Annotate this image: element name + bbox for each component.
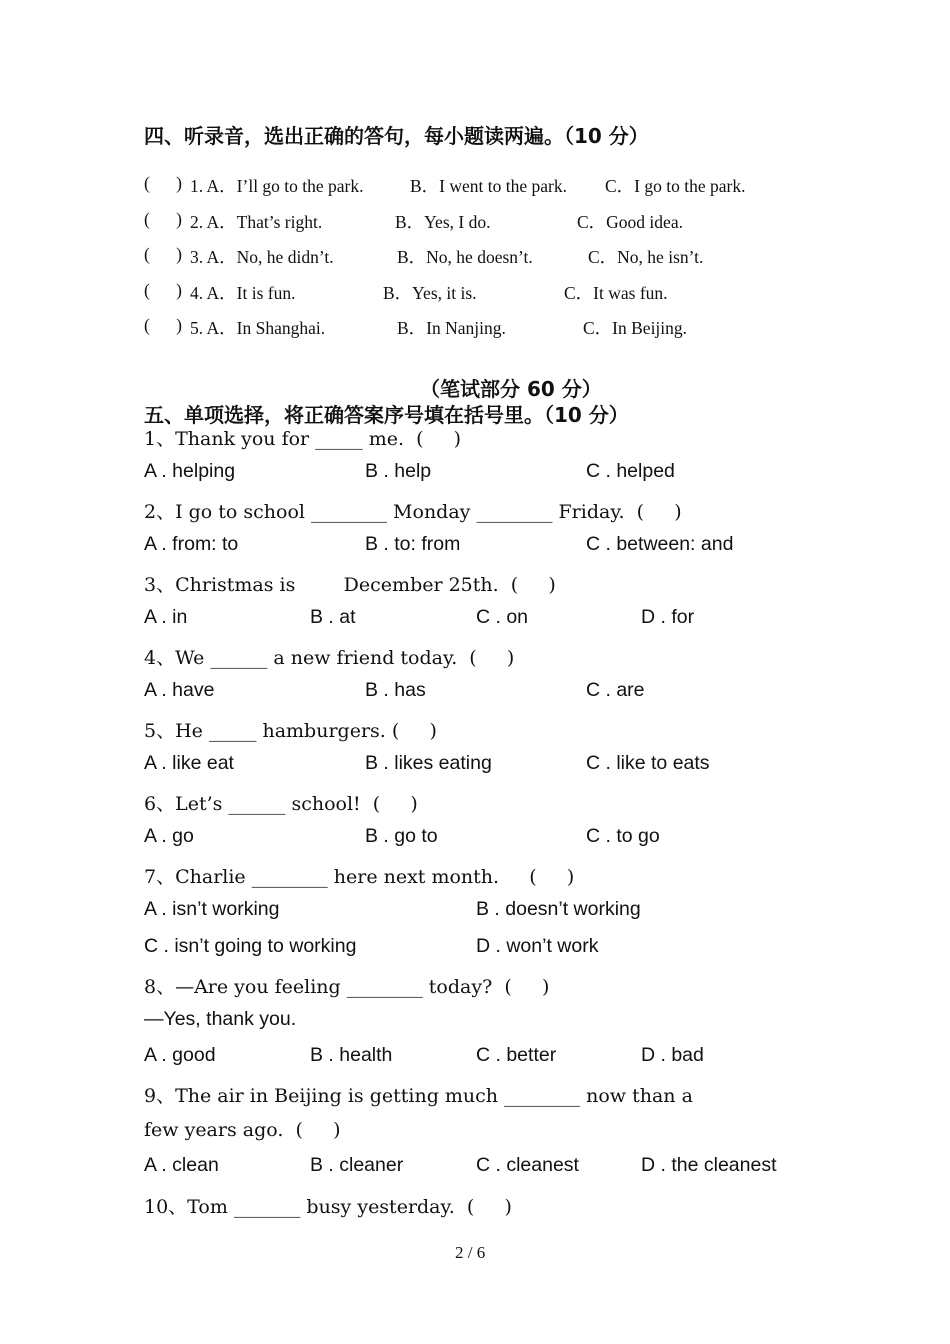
option-b: B．Yes, it is. <box>383 283 477 303</box>
option-b: B．In Nanjing. <box>397 318 506 338</box>
option-a: 3. A．No, he didn’t. <box>190 247 334 267</box>
question-stem: 10、Tom _______ busy yesterday. ( ) <box>144 1196 512 1218</box>
page-number: 2 / 6 <box>455 1243 486 1262</box>
option-c: C．In Beijing. <box>583 318 688 338</box>
answer-paren: ( ) <box>144 244 182 264</box>
choice-option: C . are <box>586 679 645 701</box>
option-a: 2. A．That’s right. <box>190 212 323 232</box>
question-stem: 6、Let’s ______ school! ( ) <box>144 793 418 815</box>
choice-option: C . like to eats <box>586 752 710 774</box>
choice-option: B . to: from <box>365 533 461 555</box>
choice-option: C . isn’t going to working <box>144 935 357 957</box>
choice-option: A . go <box>144 825 194 847</box>
choice-option: B . doesn’t working <box>476 898 641 920</box>
question-stem: 9、The air in Beijing is getting much ________ now than a <box>144 1085 693 1107</box>
choice-option: B . at <box>310 606 356 628</box>
option-c: C．It was fun. <box>564 283 668 303</box>
choice-option: D . bad <box>641 1044 704 1066</box>
option-c: C．Good idea. <box>577 212 683 232</box>
choice-option: D . won’t work <box>476 935 599 957</box>
choice-option: C . on <box>476 606 529 628</box>
choice-option: C . cleanest <box>476 1154 579 1176</box>
choice-option: A . from: to <box>144 533 239 555</box>
answer-paren: ( ) <box>144 280 182 300</box>
option-b: B．Yes, I do. <box>395 212 491 232</box>
choice-option: B . health <box>310 1044 393 1066</box>
choice-option: D . the cleanest <box>641 1154 777 1176</box>
choice-option: A . in <box>144 606 188 628</box>
choice-heading: 五、单项选择，将正确答案序号填在括号里。（10 分） <box>144 403 629 427</box>
listening-heading: 四、听录音，选出正确的答句，每小题读两遍。（10 分） <box>144 124 649 148</box>
choice-option: B . likes eating <box>365 752 492 774</box>
choice-option: A . helping <box>144 460 236 482</box>
option-c: C．I go to the park. <box>605 176 746 196</box>
answer-paren: ( ) <box>144 173 182 193</box>
choice-option: C . to go <box>586 825 660 847</box>
choice-option: A . like eat <box>144 752 234 774</box>
question-stem: 3、Christmas is December 25th. ( ) <box>144 574 556 596</box>
question-stem: 8、—Are you feeling ________ today? ( ) <box>144 976 550 998</box>
choice-option: A . good <box>144 1044 216 1066</box>
choice-option: B . help <box>365 460 432 482</box>
question-stem: 5、He _____ hamburgers. ( ) <box>144 720 437 742</box>
answer-paren: ( ) <box>144 315 182 335</box>
written-section-title: （笔试部分 60 分） <box>420 377 602 401</box>
question-response: —Yes, thank you. <box>144 1008 297 1030</box>
choice-option: A . isn’t working <box>144 898 280 920</box>
choice-option: C . better <box>476 1044 557 1066</box>
question-stem: 2、I go to school ________ Monday ________ Friday. ( ) <box>144 501 682 523</box>
option-a: 1. A．I’ll go to the park. <box>190 176 364 196</box>
option-c: C．No, he isn’t. <box>588 247 704 267</box>
choice-option: C . between: and <box>586 533 734 555</box>
option-b: B．I went to the park. <box>410 176 567 196</box>
choice-option: D . for <box>641 606 695 628</box>
choice-option: C . helped <box>586 460 675 482</box>
question-stem: 7、Charlie ________ here next month. ( ) <box>144 866 575 888</box>
question-stem: 1、Thank you for _____ me. ( ) <box>144 428 462 450</box>
answer-paren: ( ) <box>144 209 182 229</box>
choice-option: B . cleaner <box>310 1154 404 1176</box>
question-stem: 4、We ______ a new friend today. ( ) <box>144 647 515 669</box>
option-a: 4. A．It is fun. <box>190 283 296 303</box>
choice-option: B . go to <box>365 825 438 847</box>
choice-option: B . has <box>365 679 426 701</box>
choice-option: A . have <box>144 679 215 701</box>
choice-option: A . clean <box>144 1154 219 1176</box>
option-b: B．No, he doesn’t. <box>397 247 533 267</box>
option-a: 5. A．In Shanghai. <box>190 318 326 338</box>
question-stem-continued: few years ago. ( ) <box>144 1119 341 1141</box>
